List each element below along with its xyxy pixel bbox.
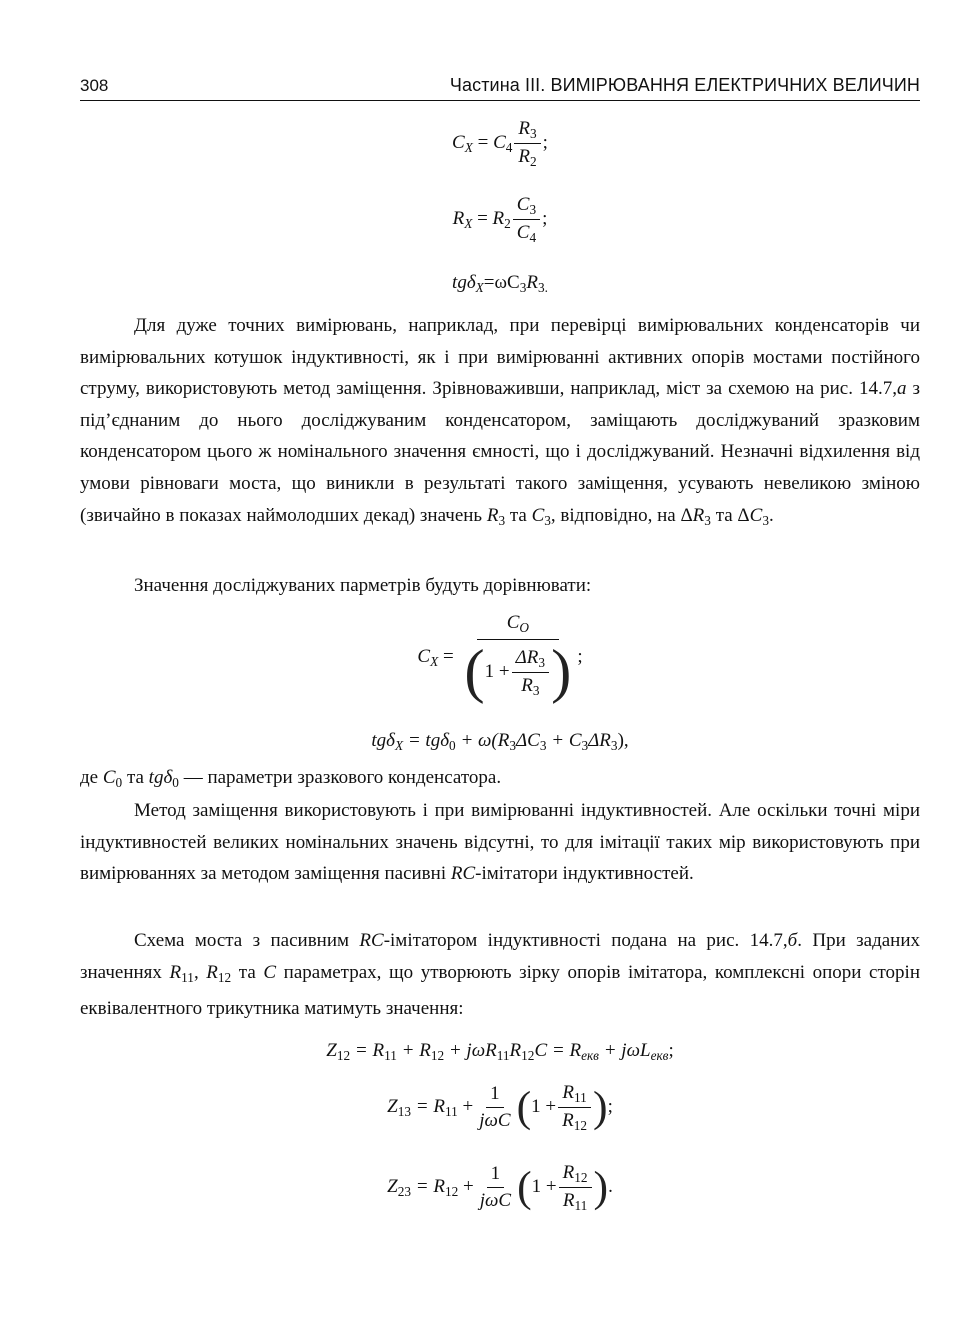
page-number: 308 <box>80 76 109 95</box>
paragraph-inductance-method: Метод заміщення використовують і при вимірюванні індуктивностей. Але оскільки точні міри індуктивностей великих номінальних значень відсутні, то для імітації таких мір використовують при вимірюваннях за методом заміщення пасивні RC-імітатори індуктивностей. <box>80 800 920 885</box>
running-title: Частина III. ВИМІРЮВАННЯ ЕЛЕКТРИЧНИХ ВЕЛИЧИН <box>449 75 920 95</box>
paragraph-parameters-intro: Значення досліджуваних парметрів будуть дорівнювати: <box>134 575 592 596</box>
equation-z23: $Z_{23} = R_{12}$ + $\frac{1}{\text{jωC}}$ (1 + $\frac{R_{12}}{R_{11}}$ ). <box>387 1162 613 1214</box>
equation-tg-delta-substitution: $tg\delta_X = tg\delta_0 + \omega(R_3\Delta C_3 + C_3\Delta R_3)$, <box>371 730 629 753</box>
paragraph-rc-imitator: Схема моста з пасивним RC-імітатором індуктивності подана на рис. 14.7,б. При заданих значеннях $R_{11}$, $R_{12}$ та C параметрах, що утворюють зірку опорів імітатора, комплексні опори сторін еквівалентного трикутника матимуть значення: <box>80 930 921 1020</box>
equation-cx-substitution: $C_X$ = $C_O$ (1 + $\frac{\Delta R_3}{R_3}$ ) ; <box>417 612 583 706</box>
paragraph-reference-params: де $C_0$ та tgδ$_0$ — параметри зразкового конденсатора. <box>80 767 502 790</box>
equation-tg-delta-x: $tg\delta_X=\omega C_3R_{3.}$ <box>452 272 548 295</box>
equation-z12: $Z_{12} = R_{11} + R_{12} + j\omega R_{11}R_{12}C = R_{екв} + j\omega L_{екв}$; <box>326 1040 674 1063</box>
paragraph-substitution-method: Для дуже точних вимірювань, наприклад, при перевірці вимірювальних конденсаторів чи вимірювальних котушок індуктивності, як і при вимірюванні активних опорів мостами постійного струму, використовують метод заміщення. Зрівноваживши, наприклад, міст за схемою на рис. 14.7,а з під’єднаним до нього досліджуваним конденсатором, заміщають досліджуваний зразковим конденсатором цього ж номінального значення ємності, що і досліджуваний. Незначні відхилення від умови рівноваги моста, що виникли в результаті такого заміщення, усувають невеликою зміною (звичайно в показах наймолодших декад) значень $R_3$ та $C_3$, відповідно, на $\Delta R_3$ та $\Delta C_3$. <box>80 315 920 528</box>
equation-rx: $R_X = R_2$ $\frac{C_3}{C_4}$ ; <box>452 194 548 246</box>
equation-cx: $C_X = C_4$ $\frac{R_3}{R_2}$ ; <box>452 118 548 170</box>
equation-z13: $Z_{13} = R_{11}$ + $\frac{1}{\text{jωC}}$ (1 + $\frac{R_{11}}{R_{12}}$ ); <box>387 1082 613 1134</box>
running-header <box>80 70 920 101</box>
